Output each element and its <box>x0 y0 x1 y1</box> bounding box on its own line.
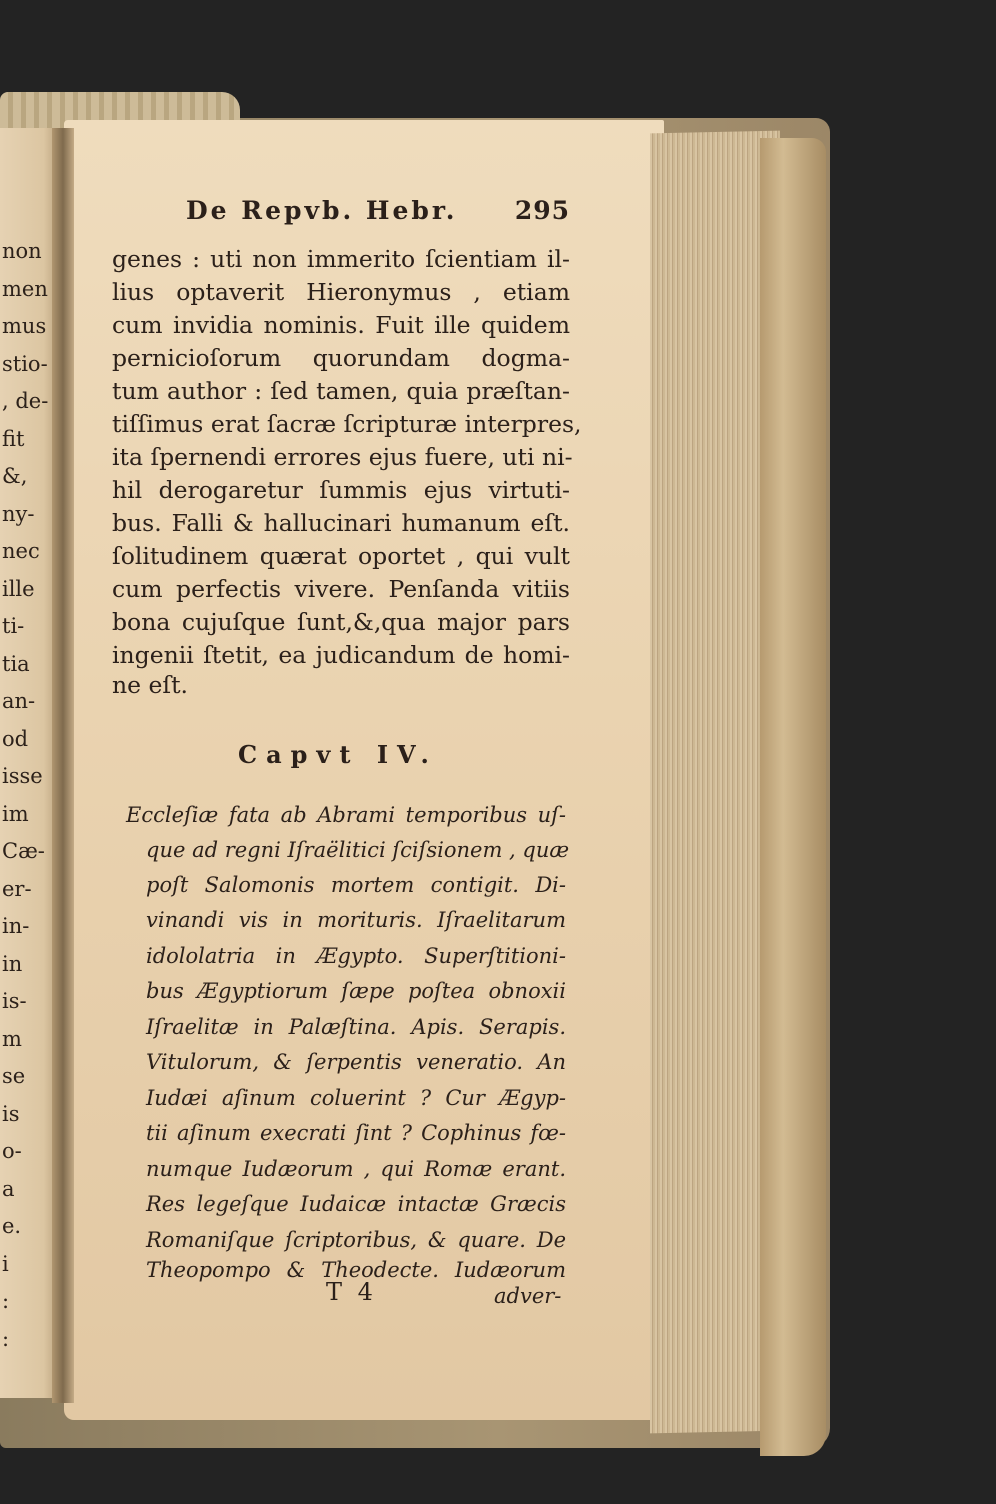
left-page-fragment: : <box>2 1289 10 1313</box>
left-page-fragment: a <box>2 1176 15 1201</box>
left-page-fragment: ti- <box>2 614 25 638</box>
left-page-fragment: mus <box>2 314 47 338</box>
left-page-fragment: od <box>2 726 29 751</box>
left-page-fragment: an- <box>2 689 36 713</box>
left-page-fragment: &, <box>2 464 28 488</box>
left-page-fragment: i <box>2 1251 9 1276</box>
summary-line: que ad regni Iſraëlitici ſciſsionem , quæ <box>146 838 570 862</box>
left-page-fragment: fit <box>2 426 25 451</box>
running-head <box>186 196 570 225</box>
summary-line: Vitulorum, & ſerpentis veneratio. An <box>146 1050 566 1074</box>
chapter-heading: Capvt IV. <box>238 740 438 769</box>
page-number: 295 <box>514 196 570 225</box>
left-page-fragment: o- <box>2 1139 22 1163</box>
summary-line: Iſraelitæ in Palæſtina. Apis. Serapis. <box>146 1015 566 1039</box>
text-line: ſolitudinem quærat oportet , qui vult <box>112 542 570 570</box>
left-page-fragment: men <box>2 276 48 301</box>
left-page-fragment: er- <box>2 876 32 901</box>
left-page-fragment: , de- <box>2 389 49 413</box>
text-line: ne eſt. <box>112 671 189 699</box>
signature-mark: T 4 <box>326 1278 377 1306</box>
text-line: ita ſpernendi errores ejus fuere, uti ni- <box>112 443 573 471</box>
left-page-fragment: m <box>2 1026 22 1051</box>
left-page-fragment: in <box>2 951 23 976</box>
left-page-fragment: e. <box>2 1214 22 1238</box>
summary-line: numque Iudæorum , qui Romæ erant. <box>146 1157 566 1181</box>
text-line: ingenii ſtetit, ea judicandum de homi- <box>112 641 570 669</box>
summary-line: tii aſinum execrati ſint ? Cophinus fœ- <box>146 1121 566 1145</box>
left-page-fragment: isse <box>2 764 43 788</box>
summary-line: vinandi vis in morituris. Iſraelitarum <box>146 908 566 932</box>
left-page-fragment: : <box>2 1326 10 1351</box>
left-page-fragment: non <box>2 239 42 263</box>
left-page-fragment: stio- <box>2 351 48 376</box>
text-line: pernicioſorum quorundam dogma- <box>112 344 570 372</box>
text-line: cum invidia nominis. Fuit ille quidem <box>112 311 570 339</box>
summary-line: Iudæi aſinum coluerint ? Cur Ægyp- <box>146 1086 566 1110</box>
text-line: bona cujuſque ſunt,&,qua major pars <box>112 608 570 636</box>
text-line: lius optaverit Hieronymus , etiam <box>112 278 570 306</box>
text-line: tum author : ſed tamen, quia præſtan- <box>112 377 570 405</box>
text-line: cum perfectis vivere. Penſanda vitiis <box>112 575 570 603</box>
summary-line: bus Ægyptiorum ſæpe poſtea obnoxii <box>146 979 566 1003</box>
text-line: tiſſimus erat ſacræ ſcripturæ interpres, <box>112 410 582 438</box>
left-page-fragment: Cæ- <box>2 839 45 863</box>
summary-line: Res legeſque Iudaicæ intactæ Græcis <box>146 1192 566 1216</box>
left-page-fragment: tia <box>2 651 30 676</box>
text-line: bus. Falli & hallucinari humanum eſt. <box>112 509 570 537</box>
left-page-fragment: is- <box>2 989 27 1013</box>
running-head-title: De Repvb. Hebr. <box>186 196 458 225</box>
left-page-fragment: im <box>2 801 29 826</box>
summary-line: Theopompo & Theodecte. Iudæorum <box>146 1258 566 1282</box>
left-page-fragment: is <box>2 1101 20 1126</box>
left-page-fragment: ille <box>2 576 35 601</box>
left-page-fragment: in- <box>2 914 30 938</box>
left-page-fragment: ny- <box>2 501 35 526</box>
summary-line: poſt Salomonis mortem contigit. Di- <box>146 873 566 897</box>
left-page-fragment: nec <box>2 539 40 563</box>
left-page-fragment: se <box>2 1064 26 1088</box>
summary-line: idololatria in Ægypto. Superſtitioni- <box>146 944 566 968</box>
text-line: genes : uti non immerito ſcientiam il- <box>112 245 570 273</box>
catchword: adver- <box>494 1284 562 1308</box>
text-line: hil derogaretur ſummis ejus virtuti- <box>112 476 570 504</box>
summary-line: Romaniſque ſcriptoribus, & quare. De <box>146 1228 566 1252</box>
summary-line: Eccleſiæ fata ab Abrami temporibus uſ- <box>126 803 566 827</box>
